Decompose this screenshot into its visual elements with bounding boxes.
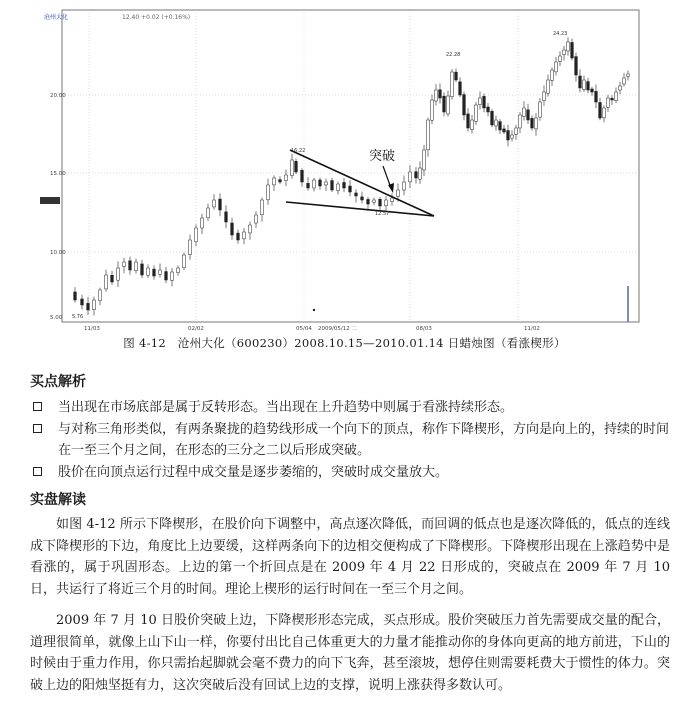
candle-body bbox=[147, 268, 150, 275]
candle-body bbox=[587, 82, 590, 90]
candle-body bbox=[195, 228, 198, 242]
price-annotation: 22.28 bbox=[446, 52, 461, 58]
candle-body bbox=[627, 74, 630, 76]
price-annotation: 12.57 bbox=[375, 211, 390, 217]
candle-body bbox=[165, 272, 168, 280]
paragraph: 2009 年 7 月 10 日股价突破上边，下降楔形形态完成，买点形成。股价突破压力首先需要成交量的配合，道理很简单，就像上山下山一样，你要付出比自己体重更大的力量才能推动你的身体向更高的地方前进，下山的时候由于重力作用，你只需抬起脚就会毫不费力的向下飞奔，甚至滚坡，想停住则需要耗费大于惯性的体力。突破上边的阳烛坚挺有力，这次突破后没有回试上边的支撑，说明上涨获得多数认可。 bbox=[30, 613, 670, 693]
date-label: 08/03 bbox=[416, 326, 432, 332]
candle-body bbox=[455, 72, 458, 80]
candle-body bbox=[81, 299, 84, 305]
candle-body bbox=[207, 208, 210, 218]
price-annotation: 24.23 bbox=[553, 31, 568, 37]
candle-body bbox=[99, 290, 102, 301]
candle-body bbox=[111, 275, 114, 282]
candle-body bbox=[279, 180, 282, 182]
checkbox-icon bbox=[33, 402, 42, 411]
candle-body bbox=[367, 199, 370, 204]
candle-body bbox=[213, 200, 216, 207]
candle-body bbox=[591, 89, 594, 92]
candle-body bbox=[423, 150, 426, 170]
bullet-item bbox=[30, 462, 670, 483]
candle-body bbox=[551, 70, 554, 80]
bullet-text: 当出现在市场底部是属于反转形态。当出现在上升趋势中则属于看涨持续形态。 bbox=[58, 400, 514, 415]
bullet-item bbox=[30, 397, 670, 418]
candle-body bbox=[261, 200, 264, 215]
candle-body bbox=[337, 184, 340, 190]
candle-body bbox=[349, 186, 352, 192]
candle-body bbox=[403, 182, 406, 190]
candle-body bbox=[555, 62, 558, 72]
bullet-text: 股价在向顶点运行过程中成交量是逐步萎缩的，突破时成交量放大。 bbox=[58, 465, 449, 480]
candle-body bbox=[595, 91, 598, 102]
candle-body bbox=[87, 303, 90, 310]
candle-body bbox=[159, 270, 162, 274]
candle-body bbox=[313, 180, 316, 188]
candle-body bbox=[443, 96, 446, 112]
candle-body bbox=[547, 80, 550, 93]
candle-body bbox=[93, 300, 96, 310]
candle-body bbox=[295, 161, 298, 172]
candle-body bbox=[249, 225, 252, 233]
candle-body bbox=[255, 215, 258, 223]
date-label: 05/04 bbox=[296, 326, 312, 332]
candle-body bbox=[153, 269, 156, 276]
candle-body bbox=[141, 264, 144, 275]
price-annotation: 16.22 bbox=[291, 148, 306, 154]
candle-body bbox=[397, 190, 400, 196]
cursor-date-label: 2009/05/12 二 bbox=[318, 326, 357, 332]
candle-body bbox=[527, 110, 530, 120]
candle-body bbox=[373, 200, 376, 202]
candle-body bbox=[415, 172, 418, 178]
candle-body bbox=[567, 42, 570, 51]
candle-body bbox=[499, 122, 502, 130]
candle-body bbox=[439, 90, 442, 98]
chart-header-name: 沧州大化 bbox=[44, 14, 69, 21]
candle-body bbox=[105, 275, 108, 289]
candle-body bbox=[483, 96, 486, 108]
price-label: 10.00 bbox=[50, 250, 66, 256]
candle-body bbox=[183, 255, 186, 268]
candle-body bbox=[467, 114, 470, 128]
candle-body bbox=[559, 56, 562, 61]
candle-body bbox=[123, 262, 126, 266]
candle-body bbox=[307, 183, 310, 188]
candle-body bbox=[285, 175, 288, 181]
candle-body bbox=[511, 135, 514, 138]
section-title-buy-point: 买点解析 bbox=[30, 374, 86, 390]
date-label: 11/03 bbox=[84, 326, 100, 332]
candle-body bbox=[479, 98, 482, 105]
candle-body bbox=[291, 160, 294, 176]
candlestick-chart bbox=[0, 0, 689, 335]
candle-body bbox=[519, 115, 522, 128]
candle-body bbox=[117, 268, 120, 280]
candle-body bbox=[74, 292, 77, 300]
candle-body bbox=[531, 118, 534, 128]
candle-body bbox=[355, 193, 358, 196]
price-label: 15.00 bbox=[50, 171, 66, 177]
candle-body bbox=[515, 128, 518, 134]
candle-body bbox=[463, 95, 466, 115]
candle-body bbox=[135, 262, 138, 271]
current-price-marker bbox=[40, 197, 60, 204]
candle-body bbox=[391, 198, 394, 202]
candle-body bbox=[427, 120, 430, 150]
candle-body bbox=[225, 212, 228, 222]
candle-body bbox=[361, 197, 364, 200]
candle-body bbox=[325, 182, 328, 185]
candle-body bbox=[563, 50, 566, 54]
candle-body bbox=[409, 172, 412, 182]
chart-header-info: 12.40 +0.02 (+0.16%) bbox=[122, 14, 191, 21]
candle-body bbox=[583, 80, 586, 89]
price-annotation: 5.76 bbox=[72, 314, 84, 320]
candle-body bbox=[619, 86, 622, 90]
candle-body bbox=[575, 57, 578, 75]
candle-body bbox=[189, 240, 192, 255]
paragraph: 如图 4-12 所示下降楔形，在股价向下调整中，高点逐次降低，而回调的低点也是逐次降低的，低点的连线成下降楔形的下边，角度比上边要缓，这样两条向下的边相交便构成了下降楔形。下降楔形出现在上涨趋势中是看涨的，属于巩固形态。上边的第一个折回点是在 2009 年 4 月 22 日形成的，突破点在 2009 年 7 月 10 日，共运行了将近三个月的时间。理论上楔形的运行时间在一至三个月之间。 bbox=[30, 517, 670, 597]
candle-body bbox=[571, 42, 574, 58]
candle-body bbox=[599, 102, 602, 118]
candle-body bbox=[487, 107, 490, 112]
candle-body bbox=[503, 129, 506, 132]
candle-body bbox=[431, 100, 434, 120]
candle-body bbox=[459, 82, 462, 95]
candle-body bbox=[475, 105, 478, 121]
candle-body bbox=[523, 108, 526, 117]
candle-body bbox=[579, 76, 582, 88]
candle-body bbox=[331, 181, 334, 190]
candle-body bbox=[491, 111, 494, 125]
checkbox-icon bbox=[33, 424, 42, 433]
candle-body bbox=[129, 261, 132, 270]
candle-body bbox=[171, 272, 174, 280]
candle-body bbox=[543, 92, 546, 101]
date-label: 02/02 bbox=[188, 326, 204, 332]
candle-body bbox=[535, 118, 538, 129]
candle-body bbox=[273, 178, 276, 185]
date-label: 11/02 bbox=[524, 326, 540, 332]
bullet-text: 与对称三角形类似，有两条聚拢的趋势线形成一个向下的顶点，称作下降楔形，方向是向上的，持续的时间在一至三个月之间，在形态的三分之二以后形成突破。 bbox=[58, 422, 670, 458]
candle-body bbox=[201, 218, 204, 228]
candle-body bbox=[615, 92, 618, 101]
candle-body bbox=[539, 102, 542, 117]
bullet-item bbox=[30, 419, 670, 461]
candle-body bbox=[611, 98, 614, 100]
candle-body bbox=[219, 199, 222, 210]
breakout-label: 突破 bbox=[369, 149, 396, 164]
section-title-analysis: 实盘解读 bbox=[30, 492, 86, 508]
candle-body bbox=[623, 78, 626, 84]
candle-body bbox=[301, 170, 304, 182]
candle-body bbox=[495, 120, 498, 126]
candle-body bbox=[471, 120, 474, 130]
candle-body bbox=[343, 182, 346, 188]
checkbox-icon bbox=[33, 467, 42, 476]
candle-body bbox=[379, 199, 382, 206]
candle-body bbox=[385, 200, 388, 206]
candle-body bbox=[237, 233, 240, 240]
candle-body bbox=[447, 96, 450, 114]
candle-body bbox=[243, 232, 246, 239]
figure-caption: 图 4-12 沧州大化（600230）2008.10.15—2010.01.14 日蜡烛图（看涨楔形） bbox=[123, 336, 566, 350]
candle-body bbox=[607, 98, 610, 107]
cursor-marker bbox=[313, 309, 315, 311]
candle-body bbox=[267, 185, 270, 200]
candle-body bbox=[319, 180, 322, 186]
candle-body bbox=[231, 223, 234, 235]
price-label: 5.00 bbox=[50, 315, 63, 321]
price-label: 20.00 bbox=[50, 93, 66, 99]
candle-body bbox=[177, 268, 180, 273]
candle-body bbox=[603, 108, 606, 118]
candle-body bbox=[435, 90, 438, 101]
candle-body bbox=[507, 131, 510, 140]
candle-body bbox=[419, 168, 422, 179]
candle-body bbox=[451, 72, 454, 97]
